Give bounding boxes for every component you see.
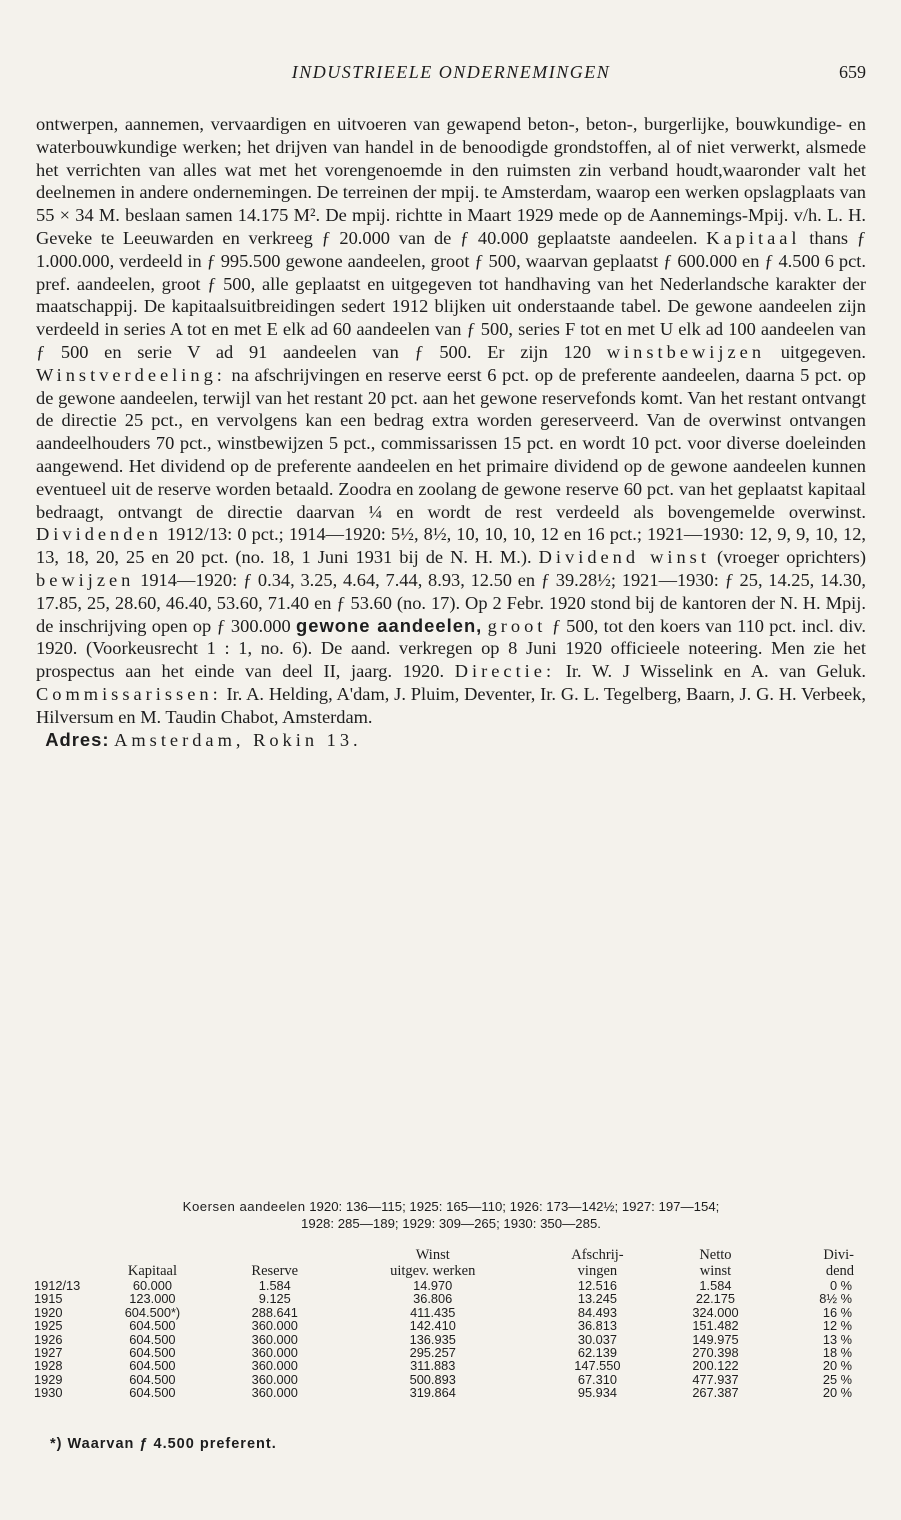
cell-winst: 142.410 (409, 1318, 456, 1334)
paragraph (36, 113, 866, 729)
winstverdeeling-label: Winstverdeeling: (36, 364, 226, 385)
cell-reserve: 288.641 (251, 1304, 298, 1320)
cell-year: 1929 (34, 1371, 63, 1387)
cell-kapitaal: 123.000 (129, 1291, 176, 1307)
table-row (34, 1346, 854, 1359)
cell-afschr: 12.516 (577, 1278, 617, 1293)
cell-netto: 267.387 (692, 1385, 739, 1401)
adres-value: Amsterdam, Rokin 13. (114, 729, 362, 750)
cell-kapitaal: 60.000 (132, 1278, 172, 1293)
text-run: ƒ 500, tot den koers van 110 pct. incl. div. 1920. (Voorkeusrecht 1 : 1, no. 6). De aand. verkregen op 8 Juni 1920 officieele noteering. Men zie het prospectus aan het einde van deel II, jaarg. 1920. (36, 615, 866, 682)
cell-reserve: 360.000 (251, 1345, 298, 1361)
cell-div: 20 % (822, 1385, 852, 1401)
cell-netto: 477.937 (692, 1371, 739, 1387)
cell-div: 12 % (822, 1318, 852, 1334)
table-row (34, 1319, 854, 1332)
cell-div: 8½ % (819, 1291, 852, 1307)
text-run: Ir. W. J Wisselink en A. van Geluk. (565, 661, 866, 682)
cell-netto: 22.175 (695, 1291, 736, 1307)
cell-afschr: 36.813 (577, 1318, 617, 1334)
text-run: (vroeger oprichters) (716, 547, 866, 568)
cell-div: 25 % (822, 1371, 852, 1387)
cell-year: 1912/13 (34, 1278, 81, 1293)
cell-div: 16 % (822, 1304, 852, 1320)
adres-label: Adres: (45, 728, 110, 750)
commissarissen-label: Commissarissen: (36, 683, 222, 704)
cell-afschr: 30.037 (577, 1331, 617, 1347)
koersen-line-1 (36, 1198, 866, 1215)
header-netto: Netto winst (699, 1247, 732, 1279)
table-row (34, 1292, 854, 1305)
dividendwinst-label: Dividend winst (538, 547, 710, 568)
cell-reserve: 360.000 (251, 1385, 298, 1401)
header-year (34, 1247, 86, 1279)
table-row (34, 1333, 854, 1346)
cell-afschr: 84.493 (577, 1304, 617, 1320)
table-row (34, 1386, 854, 1399)
cell-kapitaal: 604.500*) (124, 1304, 181, 1320)
cell-reserve: 1.584 (258, 1278, 291, 1293)
cell-kapitaal: 604.500 (129, 1358, 176, 1374)
winstbewijzen-label: winstbewijzen (606, 341, 766, 362)
header-reserve: Reserve (251, 1263, 299, 1279)
gewone-aandeelen-label: gewone aandeelen, (295, 614, 483, 636)
text-run: 1912/13: 0 pct.; 1914—1920: 5½, 8½, 10, 10, 10, 12 en 16 pct.; 1921—1930: 12, 9, 9, 10, 12, 13, 18, 20, 25 en 20 pct. (no. 18, 1 Juni 1931 bij de N. H. M.). (36, 524, 866, 568)
cell-reserve: 360.000 (251, 1371, 298, 1387)
dividenden-label: Dividenden (36, 524, 162, 545)
directie-label: Directie: (454, 661, 556, 682)
cell-year: 1920 (34, 1304, 63, 1320)
cell-div: 20 % (822, 1358, 852, 1374)
cell-reserve: 360.000 (251, 1331, 298, 1347)
table-body (34, 1279, 854, 1400)
cell-kapitaal: 604.500 (129, 1345, 176, 1361)
table-row (34, 1306, 854, 1319)
groot-label: groot (487, 615, 547, 636)
footnote: *) Waarvan ƒ 4.500 preferent. (50, 1436, 277, 1452)
page-header (36, 60, 866, 88)
cell-netto: 200.122 (692, 1358, 739, 1374)
koersen-label: Koersen aandeelen (182, 1199, 306, 1214)
cell-winst: 411.435 (410, 1304, 456, 1320)
cell-winst: 36.806 (413, 1291, 453, 1307)
cell-year: 1915 (34, 1291, 63, 1307)
cell-reserve: 360.000 (251, 1358, 298, 1374)
cell-year: 1928 (34, 1358, 63, 1374)
cell-winst: 136.935 (409, 1331, 456, 1347)
cell-kapitaal: 604.500 (129, 1318, 176, 1334)
cell-netto: 149.975 (692, 1331, 739, 1347)
cell-year: 1925 (34, 1318, 63, 1334)
cell-reserve: 9.125 (258, 1291, 291, 1307)
running-title: INDUSTRIEELE ONDERNEMINGEN (291, 62, 611, 82)
text-run: ontwerpen, aannemen, vervaardigen en uitvoeren van gewapend beton-, beton-, burgerlijke, bouwkundige- en waterbouwkundige werken; het drijven van handel in de benoodigde grondstoffen, al of niet verwerkt, alsmede het verrichten van alles wat met het vorengenoemde in den ruimsten zin verband houdt,waaronder valt het deelnemen in andere ondernemingen. De terreinen der mpij. te Amsterdam, waarop een werken opslagplaats van 55 × 34 M. beslaan samen 14.175 M². De mpij. richtte in Maart 1929 mede op de Aannemings-Mpij. v/h. L. H. Geveke te Leeuwarden en verkreeg ƒ 20.000 van de ƒ 40.000 geplaatste aandeelen. (36, 114, 866, 248)
cell-year: 1926 (34, 1331, 63, 1347)
text-run: uitgegeven. (780, 341, 866, 362)
cell-kapitaal: 604.500 (129, 1331, 176, 1347)
cell-netto: 270.398 (692, 1345, 739, 1361)
table-row (34, 1359, 854, 1372)
cell-netto: 1.584 (699, 1278, 732, 1293)
text-run: na afschrijvingen en reserve eerst 6 pct. op de preferente aandeelen, daarna 5 pct. op de gewone aandeelen, terwijl van het restant 20 pct. aan het gewone reservefonds komt. Van het restant ontvangt de directie 25 pct., en vervolgens kan een bedrag extra worden gereserveerd. Van de overwinst ontvangen aandeelhouders 70 pct., winstbewijzen 5 pct., commissarissen 15 pct. en wordt 10 pct. voor diverse doeleinden aangewend. Het dividend op de preferente aandeelen en het primaire dividend op de gewone aandeelen kunnen eventueel uit de reserve worden betaald. Zoodra en zoolang de gewone reserve 60 pct. van het geplaatst kapitaal bedraagt, ontvangt de directie daarvan ¼ en wordt de rest verdeeld als bovengemelde overwinst. (36, 364, 866, 522)
cell-div: 0 % (829, 1278, 852, 1293)
table-row (34, 1373, 854, 1386)
cell-year: 1930 (34, 1385, 63, 1401)
cell-netto: 324.000 (692, 1304, 739, 1320)
text-run: 1914—1920: ƒ 0.34, 3.25, 4.64, 7.44, 8.93, 12.50 en ƒ 39.28½; 1921—1930: ƒ 25, 14.25, 14.30, 17.85, 25, 28.60, 46.40, 53.60, 71.40 en ƒ 53.60 (no. 17). Op 2 Febr. 1920 stond bij de kantoren der N. H. Mpij. de inschrijving open op ƒ 300.000 (36, 569, 866, 636)
page-number: 659 (839, 62, 866, 82)
cell-netto: 151.482 (692, 1318, 739, 1334)
cell-winst: 319.864 (409, 1385, 456, 1401)
cell-div: 13 % (822, 1331, 852, 1347)
koersen-line-2: 1928: 285—189; 1929: 309—265; 1930: 350—285. (301, 1216, 601, 1231)
header-kapitaal: Kapitaal (127, 1263, 177, 1279)
cell-winst: 295.257 (409, 1345, 456, 1361)
cell-afschr: 62.139 (577, 1345, 617, 1361)
cell-kapitaal: 604.500 (129, 1385, 176, 1401)
header-afschrijvingen: Afschrij- vingen (571, 1247, 624, 1279)
cell-kapitaal: 604.500 (129, 1371, 176, 1387)
header-winst: Winst uitgev. werken (390, 1247, 476, 1279)
text-run: Ir. A. Helding, A'dam, J. Pluim, Deventer, Ir. G. L. Tegelberg, Baarn, J. G. H. Verbeek, Hilversum en M. Taudin Chabot, Amsterdam. (36, 683, 866, 727)
bewijzen-label: bewijzen (36, 569, 135, 590)
kapitaal-label: Kapitaal (706, 227, 801, 248)
cell-afschr: 95.934 (577, 1385, 617, 1401)
cell-winst: 14.970 (413, 1278, 453, 1293)
cell-winst: 500.893 (409, 1371, 456, 1387)
table-row (34, 1279, 854, 1292)
cell-div: 18 % (822, 1345, 852, 1361)
koersen-values: 1920: 136—115; 1925: 165—110; 1926: 173—142½; 1927: 197—154; (309, 1199, 720, 1214)
header-dividend: Divi- dend (823, 1247, 854, 1279)
cell-year: 1927 (34, 1345, 63, 1361)
body-text (36, 113, 866, 751)
koersen-block (36, 1198, 866, 1232)
cell-winst: 311.883 (410, 1358, 456, 1374)
cell-reserve: 360.000 (251, 1318, 298, 1334)
cell-afschr: 67.310 (577, 1371, 617, 1387)
financial-table (34, 1247, 854, 1400)
text-run: thans ƒ 1.000.000, verdeeld in ƒ 995.500 gewone aandeelen, groot ƒ 500, waarvan geplaatst ƒ 600.000 en ƒ 4.500 6 pct. pref. aandeelen, groot ƒ 500, alle geplaatst en uitgegeven tot handhaving van het Nederlandsche karakter der maatschappij. De kapitaalsuitbreidingen sedert 1912 blijken uit onderstaande tabel. De gewone aandeelen zijn verdeeld in series A tot en met E elk ad 60 aandeelen van ƒ 500, series F tot en met U elk ad 100 aandeelen van ƒ 500 en serie V ad 91 aandeelen van ƒ 500. Er zijn 120 (36, 227, 866, 362)
cell-afschr: 13.245 (577, 1291, 617, 1307)
table-header-row (34, 1247, 854, 1279)
cell-afschr: 147.550 (574, 1358, 621, 1374)
address-line (36, 729, 866, 752)
